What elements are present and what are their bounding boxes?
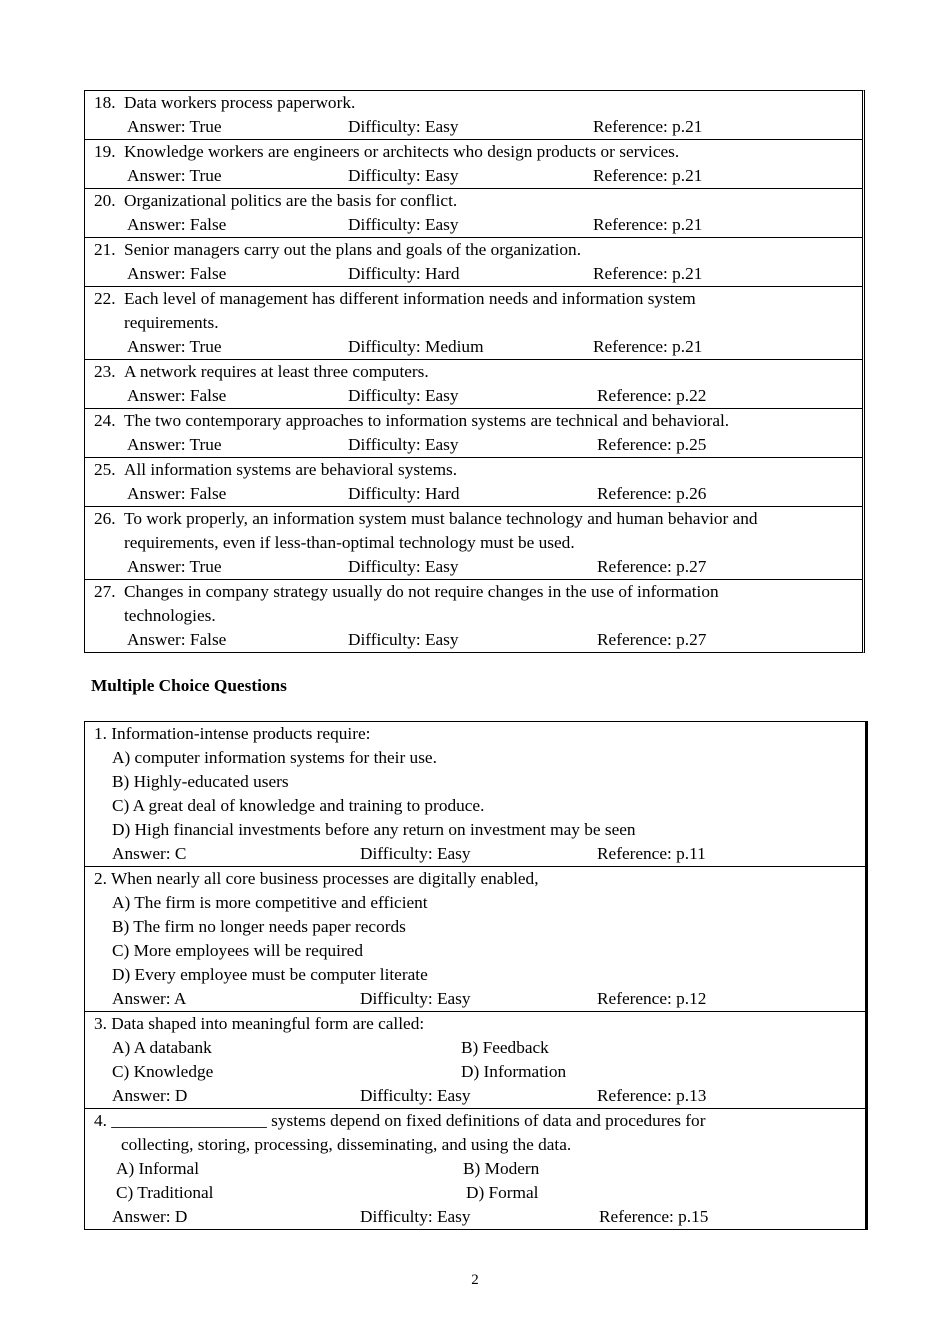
reference: Reference: p.15 — [599, 1207, 709, 1226]
reference: Reference: p.21 — [593, 117, 703, 136]
answer: Answer: D — [112, 1086, 188, 1105]
question-number: 18. — [94, 93, 116, 112]
answer: Answer: True — [127, 435, 222, 454]
option-b: B) Feedback — [461, 1038, 549, 1057]
answer: Answer: True — [127, 117, 222, 136]
question-stem: 3. Data shaped into meaningful form are called: — [94, 1014, 425, 1033]
difficulty: Difficulty: Easy — [348, 557, 459, 576]
question-number: 20. — [94, 191, 116, 210]
difficulty: Difficulty: Easy — [348, 630, 459, 649]
difficulty: Difficulty: Easy — [360, 844, 471, 863]
reference: Reference: p.21 — [593, 166, 703, 185]
question-text: Organizational politics are the basis for conflict. — [124, 191, 458, 210]
mc-question-4 — [85, 1108, 865, 1229]
question-stem: 2. When nearly all core business processes are digitally enabled, — [94, 869, 539, 888]
reference: Reference: p.27 — [597, 630, 707, 649]
mc-question-2 — [85, 866, 865, 1011]
question-20 — [85, 188, 862, 237]
reference: Reference: p.22 — [597, 386, 707, 405]
reference: Reference: p.12 — [597, 989, 707, 1008]
question-number: 25. — [94, 460, 116, 479]
difficulty: Difficulty: Easy — [348, 386, 459, 405]
option-b: B) Highly-educated users — [112, 772, 289, 791]
question-number: 23. — [94, 362, 116, 381]
question-19 — [85, 139, 862, 188]
question-number: 27. — [94, 582, 116, 601]
option-c: C) A great deal of knowledge and training to produce. — [112, 796, 485, 815]
question-18 — [85, 91, 862, 139]
reference: Reference: p.26 — [597, 484, 707, 503]
difficulty: Difficulty: Easy — [348, 166, 459, 185]
answer: Answer: False — [127, 215, 227, 234]
question-text: The two contemporary approaches to information systems are technical and behavioral. — [124, 411, 730, 430]
question-stem: 1. Information-intense products require: — [94, 724, 371, 743]
difficulty: Difficulty: Easy — [360, 989, 471, 1008]
reference: Reference: p.21 — [593, 215, 703, 234]
page-number: 2 — [471, 1272, 479, 1288]
question-25 — [85, 457, 862, 506]
answer: Answer: A — [112, 989, 187, 1008]
option-a: A) Informal — [116, 1159, 200, 1178]
answer: Answer: D — [112, 1207, 188, 1226]
option-d: D) Formal — [466, 1183, 539, 1202]
question-number: 26. — [94, 509, 116, 528]
question-text: Changes in company strategy usually do not require changes in the use of information — [124, 582, 719, 601]
question-text-continued: technologies. — [124, 606, 216, 625]
option-b: B) The firm no longer needs paper records — [112, 917, 406, 936]
option-c: C) More employees will be required — [112, 941, 363, 960]
true-false-questions-table — [84, 90, 865, 653]
reference: Reference: p.13 — [597, 1086, 707, 1105]
question-22 — [85, 286, 862, 359]
question-number: 19. — [94, 142, 116, 161]
question-text: Senior managers carry out the plans and goals of the organization. — [124, 240, 582, 259]
answer: Answer: True — [127, 166, 222, 185]
option-d: D) Information — [461, 1062, 567, 1081]
question-stem: 4. __________________ systems depend on fixed definitions of data and procedures for — [94, 1111, 706, 1130]
question-number: 22. — [94, 289, 116, 308]
difficulty: Difficulty: Easy — [360, 1207, 471, 1226]
answer: Answer: False — [127, 484, 227, 503]
question-27 — [85, 579, 862, 652]
question-text-continued: requirements. — [124, 313, 219, 332]
reference: Reference: p.25 — [597, 435, 707, 454]
difficulty: Difficulty: Easy — [348, 215, 459, 234]
option-d: D) Every employee must be computer literate — [112, 965, 428, 984]
question-21 — [85, 237, 862, 286]
question-text: All information systems are behavioral systems. — [124, 460, 458, 479]
answer: Answer: C — [112, 844, 187, 863]
answer: Answer: False — [127, 630, 227, 649]
reference: Reference: p.27 — [597, 557, 707, 576]
reference: Reference: p.11 — [597, 844, 706, 863]
answer: Answer: True — [127, 337, 222, 356]
multiple-choice-questions-table — [84, 721, 868, 1230]
option-d: D) High financial investments before any return on investment may be seen — [112, 820, 636, 839]
difficulty: Difficulty: Hard — [348, 264, 460, 283]
answer: Answer: False — [127, 386, 227, 405]
answer: Answer: False — [127, 264, 227, 283]
answer: Answer: True — [127, 557, 222, 576]
question-26 — [85, 506, 862, 579]
question-number: 21. — [94, 240, 116, 259]
question-text: Knowledge workers are engineers or architects who design products or services. — [124, 142, 680, 161]
option-a: A) computer information systems for their use. — [112, 748, 437, 767]
question-text: Data workers process paperwork. — [124, 93, 356, 112]
option-c: C) Knowledge — [112, 1062, 214, 1081]
question-24 — [85, 408, 862, 457]
question-text-continued: requirements, even if less-than-optimal technology must be used. — [124, 533, 575, 552]
question-number: 24. — [94, 411, 116, 430]
difficulty: Difficulty: Easy — [348, 435, 459, 454]
option-a: A) The firm is more competitive and efficient — [112, 893, 428, 912]
reference: Reference: p.21 — [593, 264, 703, 283]
option-a: A) A databank — [112, 1038, 212, 1057]
question-text: To work properly, an information system must balance technology and human behavior and — [124, 509, 758, 528]
difficulty: Difficulty: Hard — [348, 484, 460, 503]
question-text: Each level of management has different information needs and information system — [124, 289, 696, 308]
mc-question-3 — [85, 1011, 865, 1108]
reference: Reference: p.21 — [593, 337, 703, 356]
section-title: Multiple Choice Questions — [91, 676, 287, 695]
mc-question-1 — [85, 722, 865, 866]
difficulty: Difficulty: Medium — [348, 337, 484, 356]
question-23 — [85, 359, 862, 408]
option-b: B) Modern — [463, 1159, 540, 1178]
question-text: A network requires at least three computers. — [124, 362, 429, 381]
question-stem-continued: collecting, storing, processing, disseminating, and using the data. — [121, 1135, 572, 1154]
option-c: C) Traditional — [116, 1183, 214, 1202]
difficulty: Difficulty: Easy — [348, 117, 459, 136]
difficulty: Difficulty: Easy — [360, 1086, 471, 1105]
